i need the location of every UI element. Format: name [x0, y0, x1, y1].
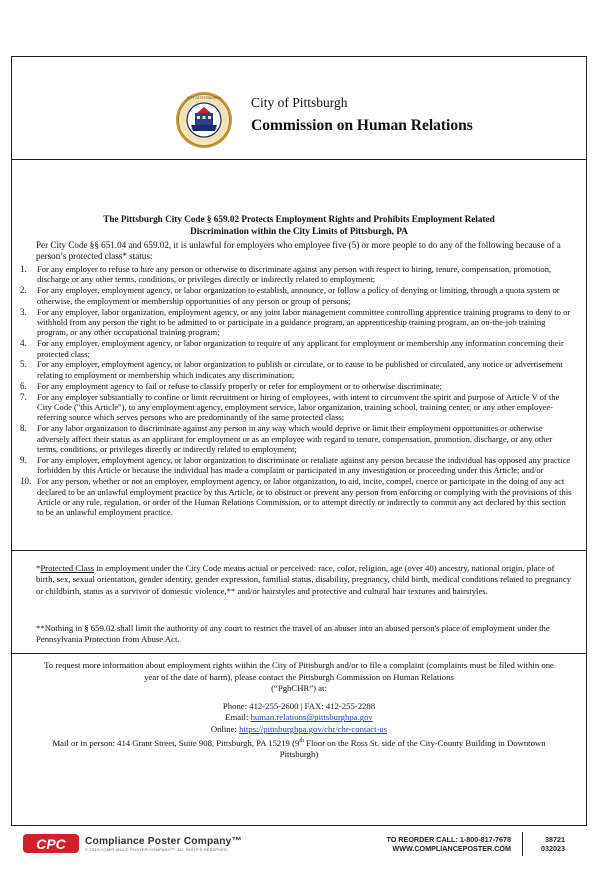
- list-item: [20, 392, 574, 423]
- contact-phone: Phone: 412-255-2600 | FAX: 412-255-2288: [222, 700, 376, 711]
- list-item: [20, 455, 574, 476]
- poster-codes: [541, 835, 565, 854]
- item-text: For any employer to refuse to hire any person or otherwise to discriminate against any person with respect to hiring, tenure, compensation, promotion, discharge or any other terms, conditions, or privileges directly or indirectly related to employment;: [37, 264, 552, 285]
- item-text: For any employer, employment agency, or labor organization to discriminate or retaliate against any person because the individual has opposed any practice forbidden by this Article or because the individual has made a complaint or participated in any investigation or proceeding under this Article; and/or: [37, 454, 571, 476]
- contact-abbr: (“PghCHR”) at:: [271, 683, 327, 694]
- contact-mail: Mail or in person: 414 Grant Street, Suite 908, Pittsburgh, PA 15219 (9th Floor on the Ross St. side of the City-County Building in Downtown Pittsburgh): [52, 737, 546, 760]
- footer-separator: [522, 832, 524, 856]
- reorder-website: WWW.COMPLIANCEPOSTER.COM: [392, 844, 511, 854]
- list-item: [20, 423, 574, 454]
- brand-copyright: © 2019 COMPLIANCE POSTER COMPANY™. ALL RIGHTS RESERVED.: [85, 847, 229, 852]
- item-text: For any labor organization to discriminate against any person in any way which would deprive or limit their employment opportunities or otherwise adversely affect their status as an applicant for employment or as an employee with regard to tenure, compensation, promotion, discharge, or any other terms, conditions, or privileges directly or indirectly related to employment;: [37, 423, 553, 454]
- contact-section: [42, 660, 556, 761]
- poster-header: [12, 91, 586, 151]
- brand-name: Compliance Poster Company™: [85, 836, 242, 847]
- list-item: [20, 359, 574, 380]
- list-item: [20, 307, 574, 338]
- contact-email-line: [42, 712, 556, 724]
- protected-class-note: [36, 563, 572, 597]
- item-number: 4.: [20, 338, 27, 349]
- item-text: For any employer, employment agency, or labor organization to require of any applicant for employment or membership any information concerning their protected class;: [37, 338, 564, 359]
- poster-footer: [11, 828, 587, 858]
- protected-class-term: Protected Class: [40, 563, 95, 573]
- list-item: [20, 338, 574, 359]
- item-number: 2.: [20, 285, 27, 296]
- intro-paragraph: Per City Code §§ 651.04 and 659.02, it is unlawful for employers who employee five (5) or more people to do any of the following because of a person’s protected class* status:: [36, 240, 561, 261]
- item-text: For any employer substantially to confine or limit recruitment or hiring of employees, with intent to circumvent the spirit and purpose of Article V of the City Code ("this Article"), to any employment agency, employment service, labor organization, training school, training center, or any other employee-referring source which serves persons who are predominantly of the same protected class;: [37, 391, 560, 423]
- item-number: 10.: [20, 476, 32, 487]
- poster-code-1: 38721: [545, 835, 565, 844]
- headline-line-1: The Pittsburgh City Code § 659.02 Protects Employment Rights and Prohibits Employment Related: [103, 214, 495, 224]
- item-number: 5.: [20, 359, 27, 370]
- email-label: Email:: [225, 712, 251, 723]
- city-title: City of Pittsburgh: [251, 95, 348, 110]
- poster-sheet: [11, 56, 587, 826]
- item-number: 7.: [20, 391, 27, 402]
- list-item: [20, 476, 574, 517]
- city-seal-icon: [175, 91, 233, 149]
- prohibited-practices-list: [20, 264, 574, 518]
- svg-text:CPC: CPC: [36, 836, 66, 852]
- item-text: For any person, whether or not an employer, employment agency, or labor organization, to aid, incite, compel, coerce or participate in the doing of any act declared to be an unlawful employment practice by this Article, or to obstruct or prevent any person from enforcing or complying with the provisions of this Article or any rule, regulation, or order of the Human Relations Commission, or to attempt directly or indirectly to commit any act declared by this section to be an unlawful employment practice.: [37, 476, 572, 518]
- poster-code-2: 032023: [541, 844, 565, 854]
- item-number: 6.: [20, 380, 27, 391]
- item-number: 8.: [20, 423, 27, 434]
- item-text: For any employment agency to fail or refuse to classify properly or refer for employment or to otherwise discriminate;: [37, 380, 442, 391]
- online-link[interactable]: https://pittsburghpa.gov/chr/chr-contact-us: [239, 723, 388, 734]
- reorder-info: [387, 835, 512, 854]
- contact-request: To request more information about employment rights within the City of Pittsburgh and/or to file a complaint (complaints must be filed within one year of the date of harm), please contact the Pittsburgh Commission on Human Relations: [44, 660, 554, 682]
- list-item: [20, 381, 574, 391]
- headline-line-2: Discrimination within the City Limits of Pittsburgh, PA: [190, 225, 408, 236]
- list-item: [20, 264, 574, 285]
- item-text: For any employer, labor organization, employment agency, or any joint labor management committee controlling apprentice training programs to deny to or withhold from any person the right to be admitted to or participate in a guidance program, an apprenticeship training program, an on-the-job training program, or any other occupational training program;: [37, 306, 571, 338]
- notes-divider: [12, 550, 586, 551]
- list-item: [20, 285, 574, 306]
- svg-text:CITY OF PITTSBURGH: CITY OF PITTSBURGH: [187, 96, 221, 100]
- contact-online-line: [42, 724, 556, 736]
- item-number: 3.: [20, 306, 27, 317]
- abuse-note: **Nothing in § 659.02 shall limit the authority of any court to restrict the travel of an abuser into an abused person's place of employment under the Pennsylvania Protection from Abuse Act.: [36, 623, 550, 645]
- poster-headline: [42, 214, 556, 237]
- item-number: 1.: [20, 264, 27, 274]
- header-divider: [12, 159, 586, 160]
- item-text: For any employer, employment agency, or labor organization to publish or circulate, or to cause to be published or circulated, any notice or advertisement relating to employment or membership which indicates any discrimination;: [37, 359, 563, 380]
- note-asterisk: *: [36, 563, 41, 573]
- cpc-logo-icon: [23, 834, 79, 853]
- contact-divider: [12, 653, 586, 654]
- commission-title: Commission on Human Relations: [251, 117, 473, 134]
- protected-class-text: in employment under the City Code means actual or perceived: race, color, religion, age (over 40) ancestry, national origin, place of birth, sex, sexual orientation, gender identity, gender expression, familial status, disability, pregnancy, child birth, medical conditions related to pregnancy or childbirth, status as a survivor of domestic violence,** and/or hairstyles and protective and cultural hair textures and hairstyles.: [36, 563, 572, 596]
- item-text: For any employer, employment agency, or labor organization to establish, announce, or follow a policy of denying or limiting, through a quota system or otherwise, the employment or membership opportunities of any person or group of persons;: [37, 285, 560, 306]
- item-number: 9.: [20, 454, 27, 465]
- reorder-phone: TO REORDER CALL: 1-800-817-7678: [386, 835, 511, 844]
- email-link[interactable]: human.relations@pittsburghpa.gov: [250, 712, 373, 723]
- online-label: Online:: [210, 723, 240, 734]
